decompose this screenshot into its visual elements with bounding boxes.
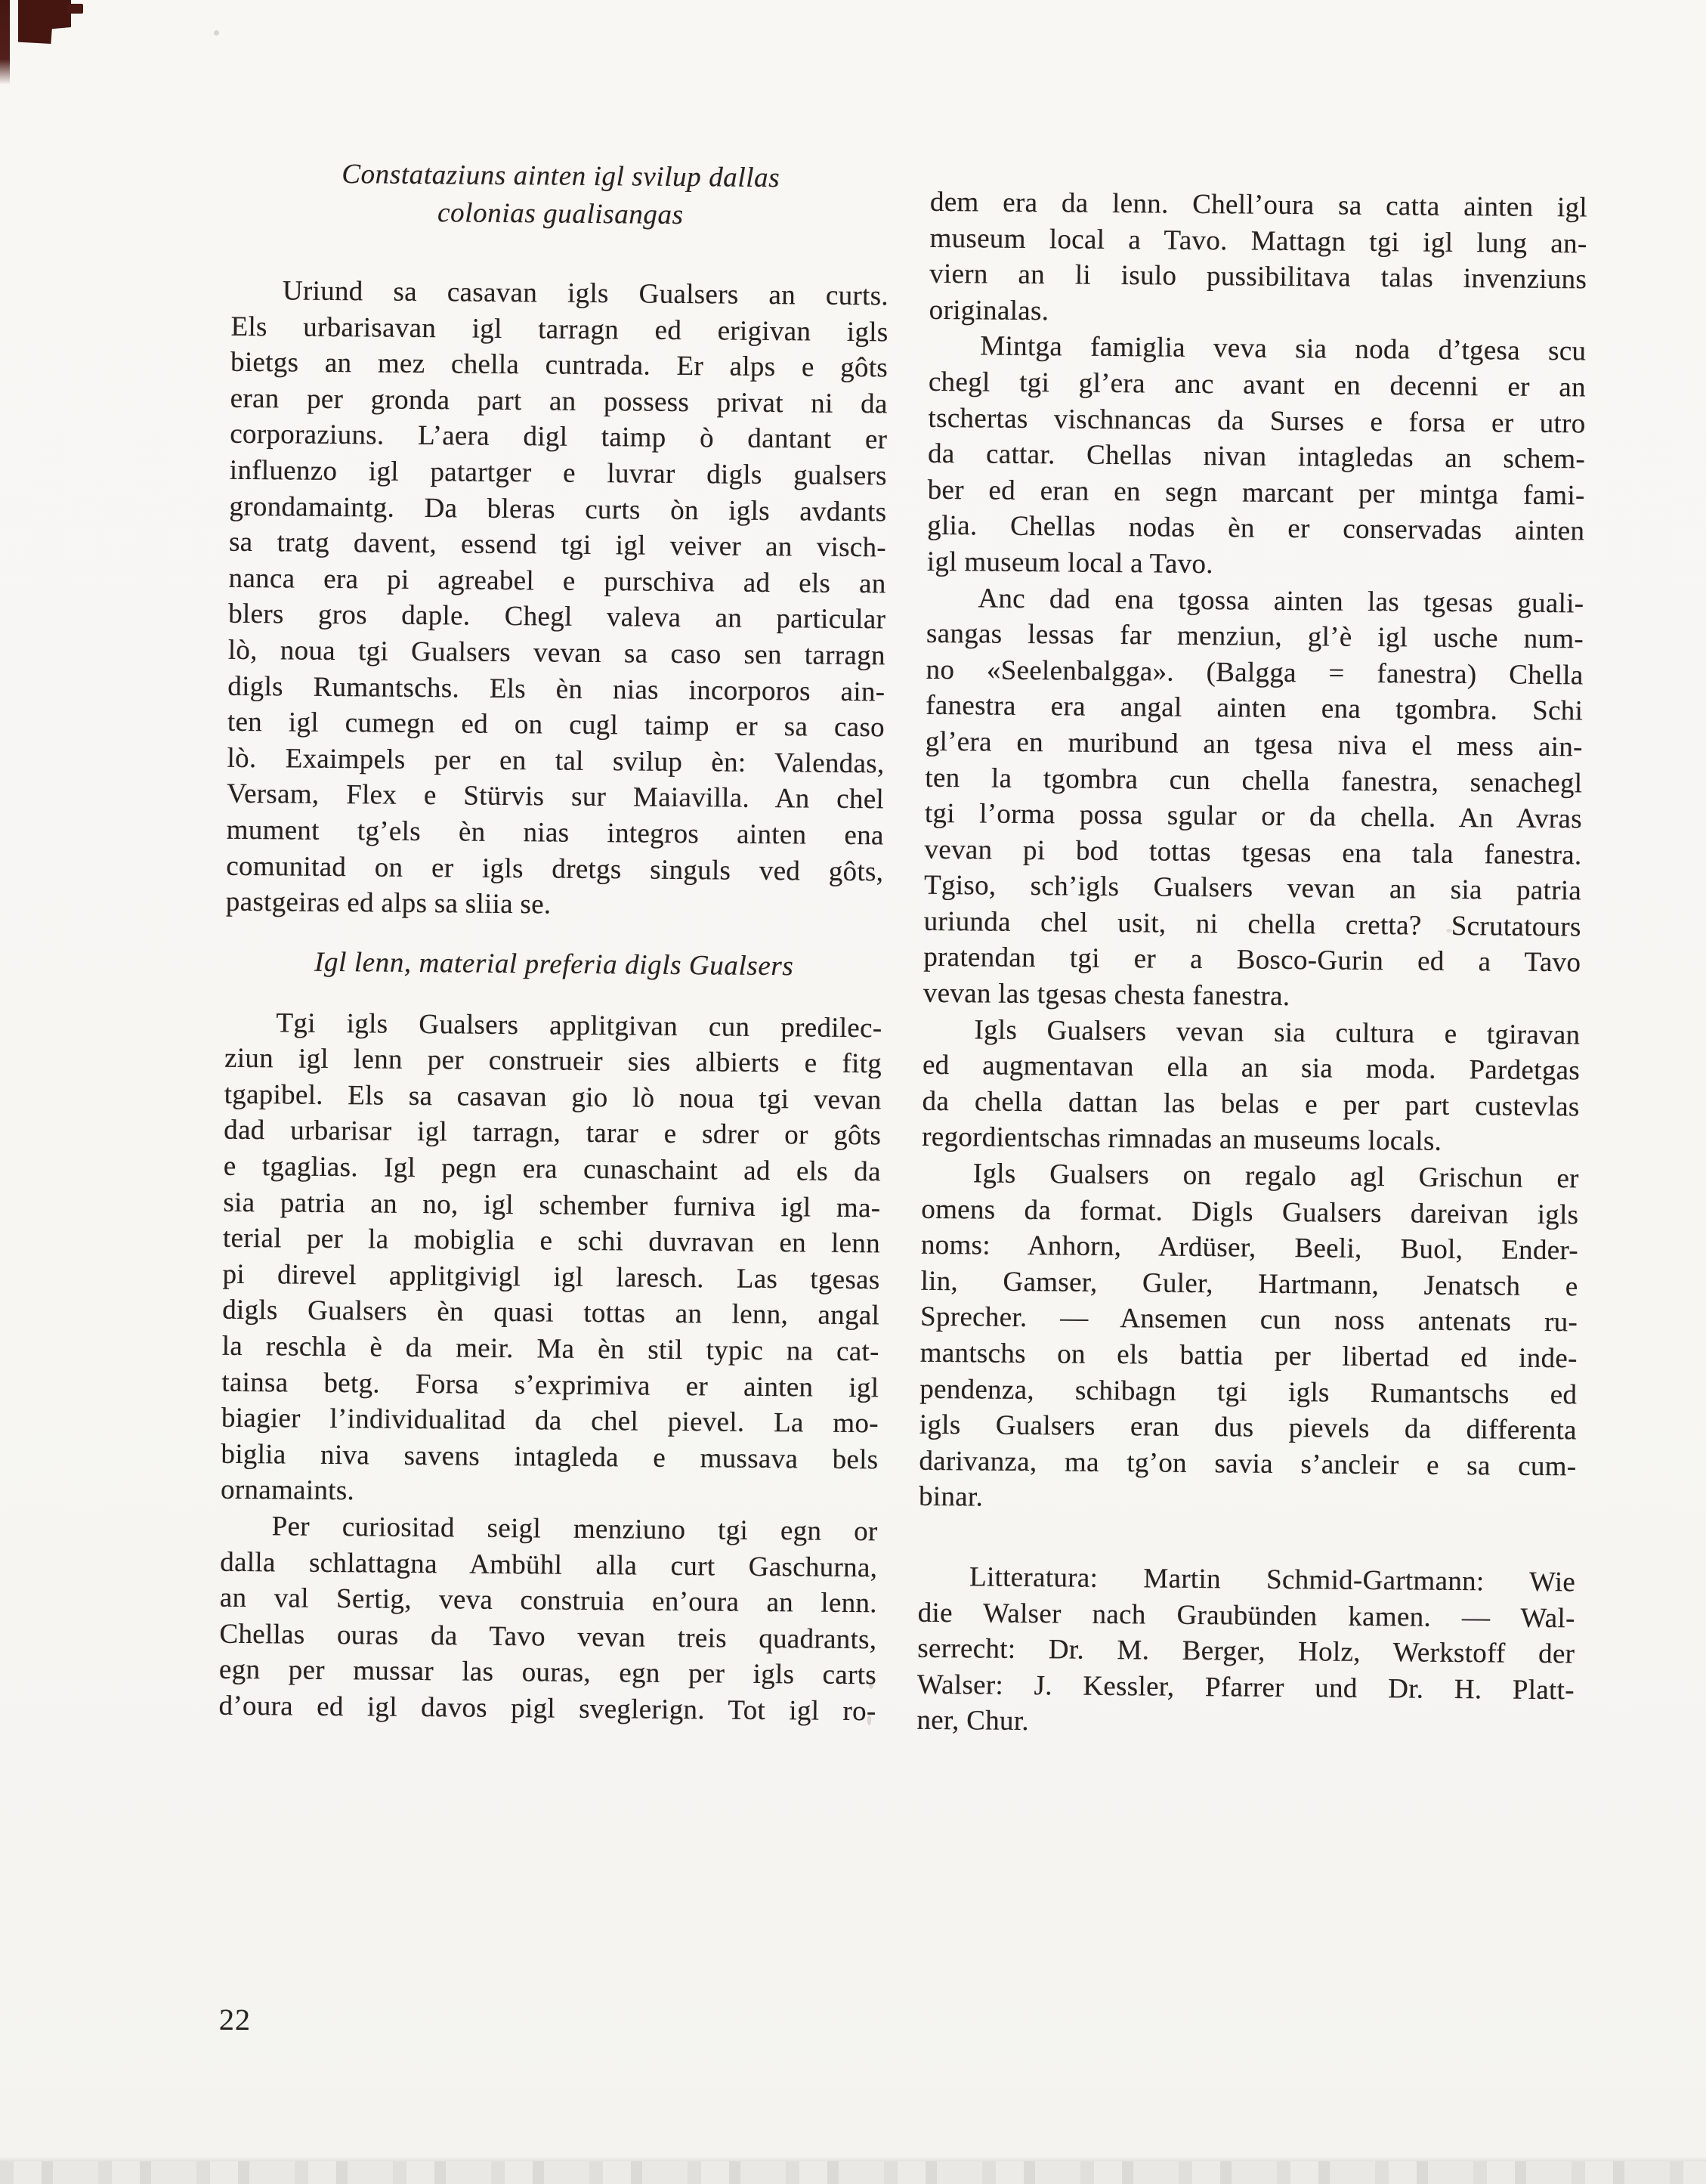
text-line: biagier l’individualitad da chel pievel. La mo- (221, 1402, 879, 1440)
section-heading (225, 942, 882, 986)
text-line: da cattar. Chellas nivan intagledas an schem- (927, 438, 1586, 475)
text-column-right (916, 184, 1587, 1744)
text-line: tgi l’orma possa sgular or da chella. An Avras (924, 797, 1583, 835)
text-line: Uriund sa casavan igls Gualsers an curts. (282, 275, 889, 312)
text-line: Tgiso, sch’igls Gualsers vevan an sia patria (923, 870, 1582, 907)
text-line: Versam, Flex e Stürvis sur Maiavilla. An chel (226, 778, 885, 815)
text-line: Walser: J. Kessler, Pfarrer und Dr. H. Platt- (916, 1669, 1575, 1706)
text-line: grondamaintg. Da bleras curts òn igls avdants (229, 490, 887, 527)
text-line: bietgs an mez chella cuntrada. Er alps e gôts (230, 346, 889, 384)
text-line: tschertas vischnancas da Surses e forsa er utro (928, 402, 1586, 439)
text-line: die Walser nach Graubünden kamen. — Wal- (917, 1597, 1575, 1634)
text-line: gl’era en muribund an tgesa niva el mess ain- (925, 725, 1583, 763)
text-line: serrecht: Dr. M. Berger, Holz, Werkstoff der (917, 1632, 1575, 1670)
section-heading (232, 155, 890, 237)
text-line: Anc dad ena tgossa ainten las tgesas guali- (978, 582, 1584, 619)
text-line: biglia niva savens intagleda e mussava bels (221, 1438, 879, 1476)
page-number: 22 (218, 2002, 252, 2037)
text-line: dad urbarisar igl tarragn, tarar e sdrer or gôts (224, 1115, 882, 1152)
text-line: egn per mussar las ouras, egn per igls carts (218, 1654, 877, 1691)
text-line: Tgi igls Gualsers applitgivan cun predilec- (276, 1007, 882, 1044)
text-line: Igls Gualsers vevan sia cultura e tgiravan (974, 1014, 1581, 1051)
text-line: Constataziuns ainten igl svilup dallas (342, 159, 780, 194)
text-line: ed augmentavan ella an sia moda. Pardetgas (922, 1050, 1581, 1087)
text-line: Sprecher. — Ansemen cun noss antenats ru- (919, 1301, 1578, 1338)
text-line: Igls Gualsers on regalo agl Grischun er (972, 1158, 1579, 1195)
text-line: corporaziuns. L’aera digl taimp ò dantant er (230, 419, 888, 456)
text-line: Per curiositad seigl menziuno tgi egn or (271, 1511, 878, 1548)
text-line: ten la tgombra cun chella fanestra, senachegl (925, 762, 1583, 799)
text-line: noms: Anhorn, Ardüser, Beeli, Buol, Ender- (920, 1230, 1579, 1267)
paragraph (929, 184, 1588, 334)
text-line: no «Seelenbalgga». (Balgga = fanestra) Chella (926, 654, 1584, 691)
paragraph (923, 580, 1584, 1017)
text-line: igls Gualsers eran dus pievels da differenta (919, 1409, 1578, 1446)
text-line: pendenza, schibagn tgi igls Rumantschs ed (919, 1373, 1578, 1410)
text-line: da chella dattan las belas e per part custevlas (922, 1085, 1580, 1123)
text-line: pastgeiras ed alps sa sliia se. (225, 886, 552, 920)
text-line: fanestra era angal ainten ena tgombra. Schi (926, 690, 1584, 727)
paragraph (226, 273, 889, 926)
text-line: dem era da lenn. Chell’oura sa catta ainten igl (929, 186, 1588, 224)
text-column-left (218, 155, 889, 1730)
text-line: binar. (918, 1481, 984, 1513)
paragraph (218, 1508, 877, 1730)
text-line: glia. Chellas nodas èn er conservadas ainten (927, 510, 1585, 547)
text-line: ornamaints. (220, 1474, 355, 1507)
text-line: darivanza, ma tg’on savia s’ancleir e sa cum- (919, 1445, 1577, 1483)
text-line: viern an li isulo pussibilitava talas invenziuns (929, 258, 1587, 295)
paragraph (919, 1155, 1579, 1521)
text-line: pi direvel applitgivigl igl laresch. Las tgesas (222, 1258, 880, 1296)
paragraph (221, 1004, 882, 1514)
text-line: museum local a Tavo. Mattagn tgi igl lung an- (929, 222, 1587, 260)
text-line: regordientschas rimnadas an museums locals. (922, 1121, 1442, 1158)
paragraph (927, 328, 1587, 586)
text-line: digls Gualsers èn quasi tottas an lenn, angal (222, 1295, 880, 1332)
text-line: tainsa betg. Forsa s’exprimiva er ainten igl (221, 1366, 879, 1403)
text-line: pratendan tgi er a Bosco-Gurin ed a Tavo (923, 942, 1581, 979)
text-line: dalla schlattagna Ambühl alla curt Gaschurna, (220, 1546, 878, 1583)
text-line: nanca era pi agreabel e purschiva ad els an (228, 562, 886, 600)
text-line: colonias gualisangas (437, 197, 684, 230)
text-line: terial per la mobiglia e schi duvravan en lenn (222, 1222, 881, 1260)
text-line: originalas. (929, 294, 1049, 327)
text-line: sangas lessas far menziun, gl’è igl usche num- (926, 617, 1584, 655)
text-line: ner, Chur. (916, 1705, 1030, 1737)
text-line: blers gros daple. Chegl valeva an particular (228, 599, 886, 636)
text-line: sia patria an no, igl schember furniva igl ma- (223, 1186, 881, 1223)
text-line: Chellas ouras da Tavo vevan treis quadrants, (219, 1618, 877, 1656)
text-line: Litteratura: Martin Schmid-Gartmann: Wie (969, 1561, 1576, 1598)
scan-artifact-bottom-edge (0, 2161, 1706, 2184)
text-line: eran per gronda part an possess privat ni da (230, 382, 888, 420)
text-line: igl museum local a Tavo. (926, 546, 1214, 580)
text-line: lò, noua tgi Gualsers vevan sa caso sen tarragn (227, 634, 885, 672)
text-line: ber ed eran en segn marcant per mintga fami- (927, 474, 1585, 512)
text-line: Mintga famiglia veva sia noda d’tgesa scu (980, 330, 1587, 367)
text-line: influenzo igl patartger e luvrar digls gualsers (229, 454, 888, 492)
text-line: tgapibel. Els sa casavan gio lò noua tgi vevan (224, 1078, 882, 1116)
paragraph (916, 1559, 1575, 1745)
text-line: d’oura ed igl davos pigl sveglerign. Tot igl ro- (218, 1690, 876, 1728)
text-line: mument tg’els èn nias integros ainten ena (226, 814, 884, 852)
text-line: omens da format. Digls Gualsers dareivan igls (921, 1193, 1579, 1231)
text-line: an val Sertig, veva construia en’oura an lenn. (219, 1582, 878, 1619)
text-line: digls Rumantschs. Els èn nias incorporos ain- (227, 670, 885, 707)
text-line: comunitad on er igls dretgs singuls ved gôts, (226, 850, 884, 887)
text-line: e tgaglias. Igl pegn era cunaschaint ad els da (223, 1150, 881, 1188)
paragraph (922, 1011, 1581, 1161)
text-line: Els urbarisavan igl tarragn ed erigivan igls (230, 311, 889, 348)
text-line: lò. Exaimpels per en tal svilup èn: Valendas, (227, 742, 885, 780)
text-line: chegl tgi gl’era anc avant en decenni er an (928, 366, 1587, 404)
text-line: Igl lenn, material preferia digls Gualsers (314, 946, 794, 982)
text-line: vevan las tgesas chesta fanestra. (923, 977, 1290, 1013)
text-line: ten igl cumegn ed on cugl taimp er sa caso (227, 706, 885, 744)
text-line: vevan pi bod tottas tgesas ena tala fanestra. (924, 834, 1582, 871)
text-line: lin, Gamser, Guler, Hartmann, Jenatsch e (920, 1265, 1578, 1303)
text-line: la reschla è da meir. Ma èn stil typic na cat- (221, 1330, 879, 1368)
text-line: uriunda chel usit, ni chella cretta? Scrutatours (923, 905, 1581, 943)
text-line: ziun igl lenn per construeir sies albierts e fitg (224, 1043, 882, 1080)
text-line: sa tratg davent, essend tgi igl veiver an visch- (228, 526, 887, 564)
text-line: mantschs on els battia per libertad ed inde- (919, 1337, 1578, 1375)
